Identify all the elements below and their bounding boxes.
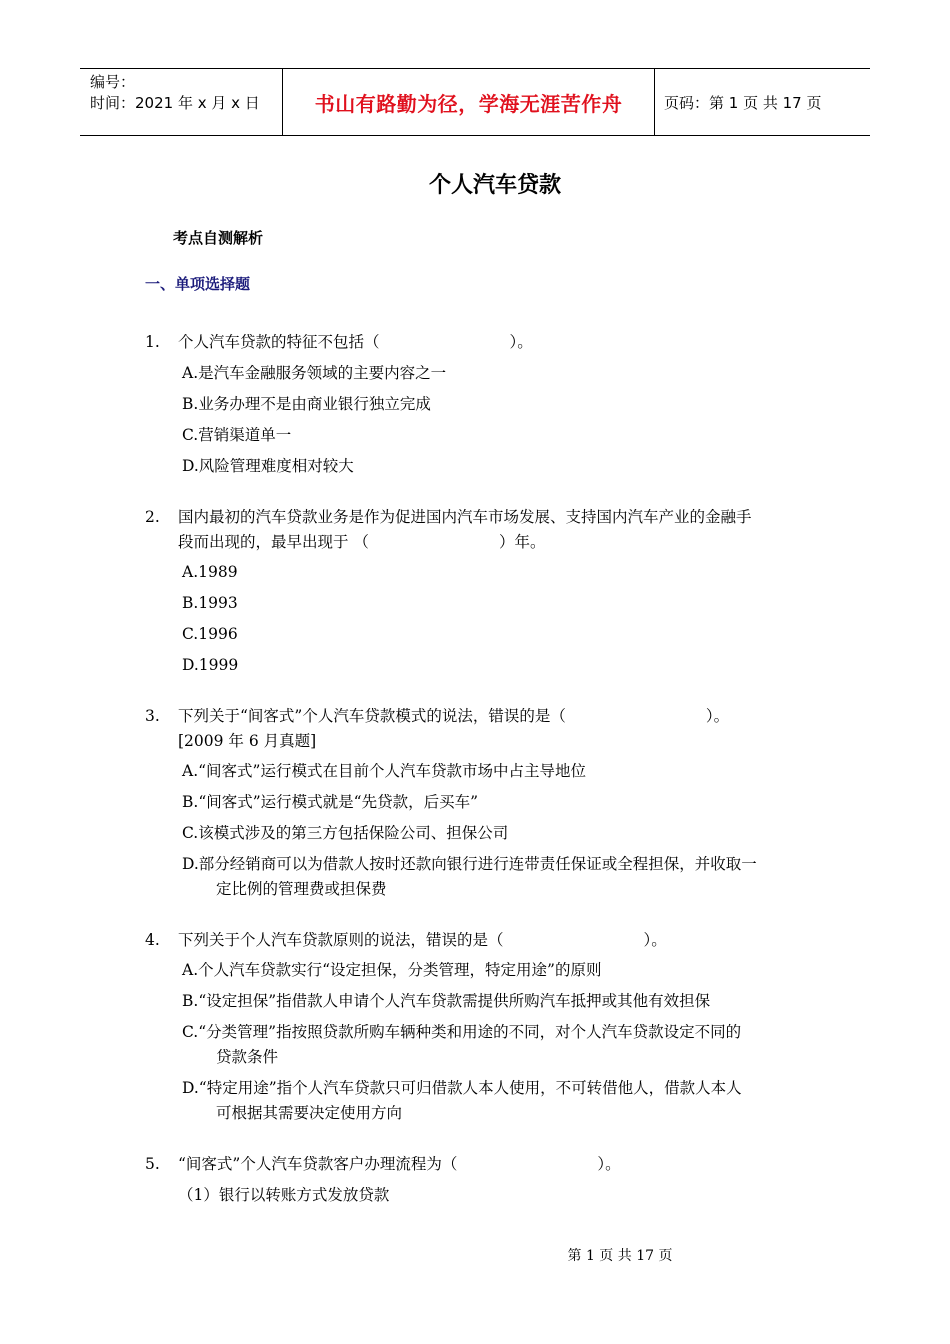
header-table: [80, 68, 870, 136]
option: A.个人汽车贷款实行“设定担保，分类管理，特定用途”的原则: [182, 961, 602, 979]
question-text-end: ）。: [509, 333, 533, 351]
option: A.是汽车金融服务领域的主要内容之一: [182, 364, 447, 382]
option-line: D.部分经销商可以为借款人按时还款向银行进行连带责任保证或全程担保，并收取一: [182, 855, 757, 873]
option-line-continued: 贷款条件: [216, 1048, 279, 1066]
question-text-end: ）。: [597, 1155, 621, 1173]
question-number: 4.: [145, 931, 160, 949]
question-number: 3.: [145, 707, 160, 725]
header-motto: 书山有路勤为径，学海无涯苦作舟: [314, 91, 623, 116]
question-number: 1.: [145, 333, 160, 351]
question-text-end: ）。: [705, 707, 730, 725]
question-text-end: ）。: [643, 931, 667, 949]
question-3: [145, 704, 810, 754]
option: B.“设定担保”指借款人申请个人汽车贷款需提供所购汽车抵押或其他有效担保: [182, 992, 711, 1010]
option-line: D.“特定用途”指个人汽车贷款只可归借款人本人使用，不可转借他人，借款人本人: [182, 1079, 742, 1097]
option: [182, 852, 810, 902]
question-5: [145, 1152, 810, 1177]
option: D.1999: [182, 656, 239, 674]
question-text: 下列关于个人汽车贷款原则的说法，错误的是（: [178, 931, 504, 949]
option: B.业务办理不是由商业银行独立完成: [182, 395, 431, 413]
option: D.风险管理难度相对较大: [182, 457, 354, 475]
question-text: “间客式”个人汽车贷款客户办理流程为（: [178, 1155, 458, 1173]
question-text: 个人汽车贷款的特征不包括（: [178, 333, 380, 351]
option-line-continued: 可根据其需要决定使用方向: [216, 1104, 403, 1122]
question-source: [2009 年 6 月真题]: [178, 732, 317, 750]
option: A.“间客式”运行模式在目前个人汽车贷款市场中占主导地位: [182, 762, 586, 780]
question-4: [145, 928, 810, 953]
option: A.1989: [182, 563, 238, 581]
header-serial-label: 编号：: [90, 73, 136, 91]
option: B.1993: [182, 594, 238, 612]
option: [182, 1020, 810, 1070]
header-left-cell: [80, 69, 282, 135]
question-number: 5.: [145, 1155, 160, 1173]
option: C.该模式涉及的第三方包括保险公司、担保公司: [182, 824, 509, 842]
header-date: 时间：2021 年 x 月 x 日: [90, 94, 260, 112]
document-title: 个人汽车贷款: [428, 173, 561, 198]
question-text: 下列关于“间客式”个人汽车贷款模式的说法，错误的是（: [178, 707, 566, 725]
option-line-continued: 定比例的管理费或担保费: [216, 880, 387, 898]
question-text-end: ）年。: [498, 533, 546, 551]
option: C.营销渠道单一: [182, 426, 292, 444]
question-number: 2.: [145, 508, 160, 526]
subheading: 考点自测解析: [173, 229, 264, 247]
question-text: 段而出现的，最早出现于 （: [178, 533, 369, 551]
option: C.1996: [182, 625, 238, 643]
question-2: [145, 505, 810, 555]
page-footer: 第 1 页 共 17 页: [567, 1248, 673, 1264]
option-line: C.“分类管理”指按照贷款所购车辆种类和用途的不同，对个人汽车贷款设定不同的: [182, 1023, 742, 1041]
option: [182, 1076, 810, 1126]
section-heading: 一、单项选择题: [145, 275, 251, 293]
question-1: [145, 330, 810, 355]
header-motto-cell: [282, 69, 655, 135]
question-text: 国内最初的汽车贷款业务是作为促进国内汽车市场发展、支持国内汽车产业的金融手: [178, 508, 752, 526]
option: （1）银行以转账方式发放贷款: [178, 1186, 390, 1204]
option: B.“间客式”运行模式就是“先贷款，后买车”: [182, 793, 479, 811]
header-page-cell: [655, 69, 870, 135]
header-page-code: 页码：第 1 页 共 17 页: [664, 93, 822, 112]
